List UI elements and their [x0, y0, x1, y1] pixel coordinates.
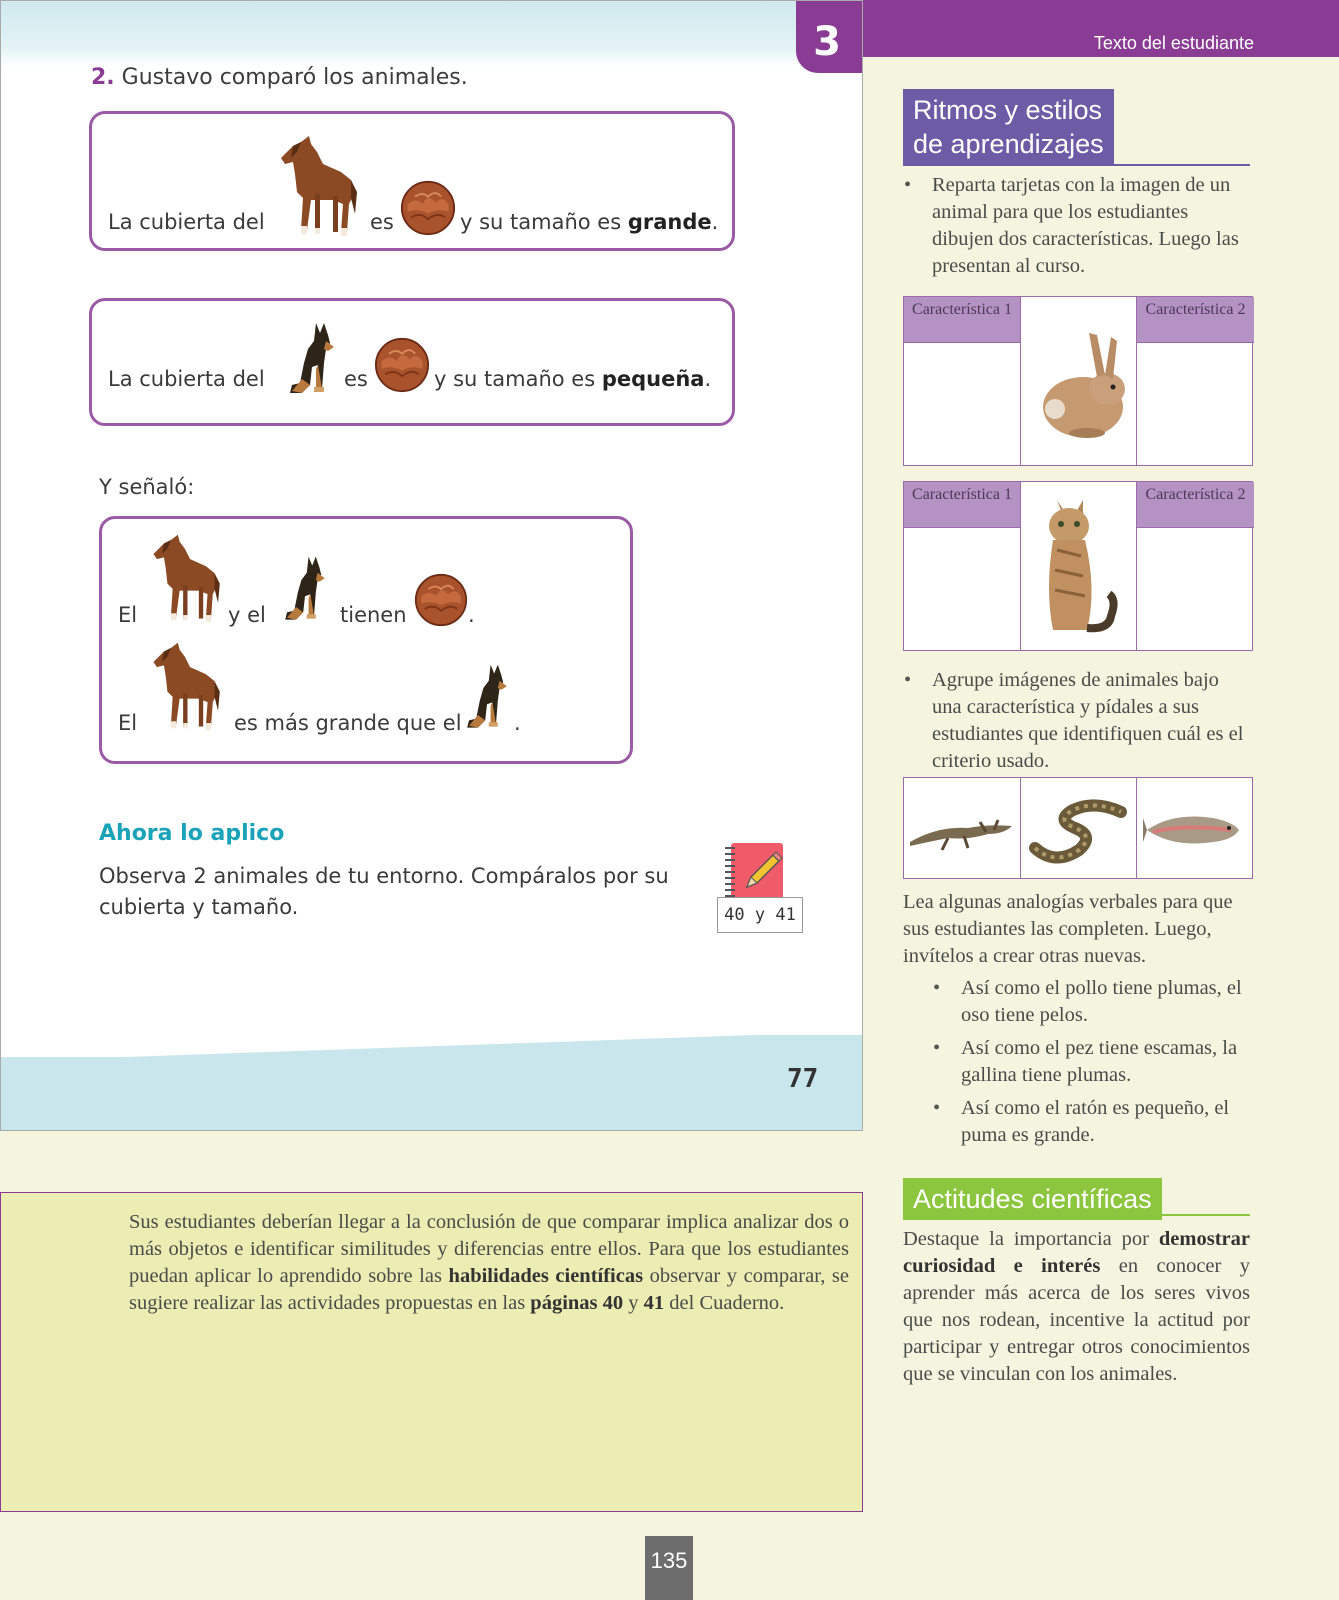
- actitudes-title: Actitudes científicas: [903, 1178, 1162, 1220]
- pointed-label: Y señaló:: [99, 475, 195, 499]
- unit-tab: [796, 1, 863, 73]
- card-text-1: La cubierta del: [108, 367, 265, 391]
- line2-end: .: [514, 711, 521, 735]
- question-title: [91, 65, 468, 90]
- comparison-card-horse: [89, 111, 735, 251]
- size-word: pequeña: [601, 367, 705, 391]
- ritmos-rule: [903, 164, 1250, 166]
- question-text: Gustavo comparó los animales.: [121, 65, 468, 90]
- table-header-left: Característica 1: [904, 297, 1020, 343]
- ritmos-bullet-1: • Reparta tarjetas con la imagen de un animal para que los estudiantes dibujen dos características. Luego las presentan al curso.: [932, 172, 1250, 280]
- actitudes-rule: [903, 1214, 1250, 1216]
- characteristics-table-rabbit: [903, 296, 1253, 466]
- analogia-item: • Así como el pollo tiene plumas, el oso tiene pelos.: [961, 975, 1250, 1029]
- line2-text: es más grande que el: [234, 711, 462, 735]
- horse-image: [144, 641, 224, 737]
- notebook-spiral-icon: [725, 847, 735, 899]
- lizard-image: [908, 806, 1018, 852]
- size-word: grande: [627, 210, 712, 234]
- unit-number: 3: [813, 19, 841, 65]
- animals-group-strip: [903, 777, 1253, 879]
- analogia-item: • Así como el pez tiene escamas, la gallina tiene plumas.: [961, 1035, 1250, 1089]
- rabbit-image: [1025, 323, 1133, 447]
- pencil-icon: [741, 849, 785, 893]
- analogias-intro: Lea algunas analogías verbales para que sus estudiantes las completen. Luego, invítelos a crear otras nuevas.: [903, 891, 1233, 967]
- notebook-pages: 40 y 41: [717, 897, 803, 933]
- analogia-item: • Así como el ratón es pequeño, el puma es grande.: [961, 1095, 1250, 1149]
- card-text-2: es: [370, 210, 394, 234]
- line2-el: El: [118, 711, 138, 735]
- bottom-band: [1, 1049, 863, 1131]
- card-text-3: y su tamaño es pequeña.: [434, 367, 712, 391]
- table-header-left: Característica 1: [904, 482, 1020, 528]
- line1-el: El: [118, 603, 138, 627]
- guide-page-number: 135: [645, 1536, 693, 1600]
- dog-image: [278, 553, 332, 625]
- horse-image: [270, 134, 362, 244]
- question-number: 2.: [91, 65, 115, 90]
- dog-image: [282, 319, 342, 399]
- characteristics-table-cat: [903, 481, 1253, 651]
- card-text-2: es: [344, 367, 368, 391]
- card-text-1: La cubierta del: [108, 210, 265, 234]
- fur-swatch-image: [414, 573, 468, 627]
- student-book-page: [0, 0, 863, 1131]
- snake-image: [1025, 790, 1133, 868]
- line1-tienen: tienen: [340, 603, 407, 627]
- line1-y-el: y el: [228, 603, 266, 627]
- top-band: [1, 1, 863, 67]
- actitudes-text: Destaque la importancia por demostrar curiosidad e interés en conocer y aprender más acerca de los seres vivos que nos rodean, incentive la actitud por participar y entregar otros conocimientos que se vinculan con los animales.: [903, 1228, 1250, 1385]
- cat-image: [1031, 490, 1127, 646]
- ritmos-bullet-2: • Agrupe imágenes de animales bajo una característica y pídales a sus estudiantes que identifiquen cuál es el criterio usado.: [932, 667, 1250, 775]
- book-page-number: 77: [787, 1064, 819, 1094]
- ritmos-title: Ritmos y estilos de aprendizajes: [903, 89, 1114, 165]
- guide-note-text: Sus estudiantes deberían llegar a la conclusión de que comparar implica analizar dos o más objetos e identificar similitudes y diferencias entre ellos. Para que los estudiantes puedan aplicar lo aprendido sobre las habilidades científicas observar y comparar, se sugiere realizar las actividades propuestas en las páginas 40 y 41 del Cuaderno.: [129, 1211, 849, 1314]
- table-header-right: Característica 2: [1137, 482, 1254, 528]
- dog-image: [460, 661, 514, 733]
- fur-swatch-image: [400, 180, 456, 236]
- guide-note-box: [0, 1192, 863, 1512]
- line1-end: .: [468, 603, 475, 627]
- header-title: Texto del estudiante: [1093, 33, 1254, 53]
- card-text-3: y su tamaño es grande.: [460, 210, 719, 234]
- fish-image: [1143, 808, 1249, 852]
- fur-swatch-image: [374, 337, 430, 393]
- header-bar: [863, 0, 1339, 57]
- horse-image: [144, 533, 224, 629]
- apply-title: Ahora lo aplico: [99, 821, 285, 846]
- comparison-card-dog: [89, 298, 735, 426]
- notebook-reference: [717, 843, 803, 933]
- table-header-right: Característica 2: [1137, 297, 1254, 343]
- apply-text: Observa 2 animales de tu entorno. Compáralos por su cubierta y tamaño.: [99, 864, 669, 919]
- comparison-card-both: [99, 516, 633, 764]
